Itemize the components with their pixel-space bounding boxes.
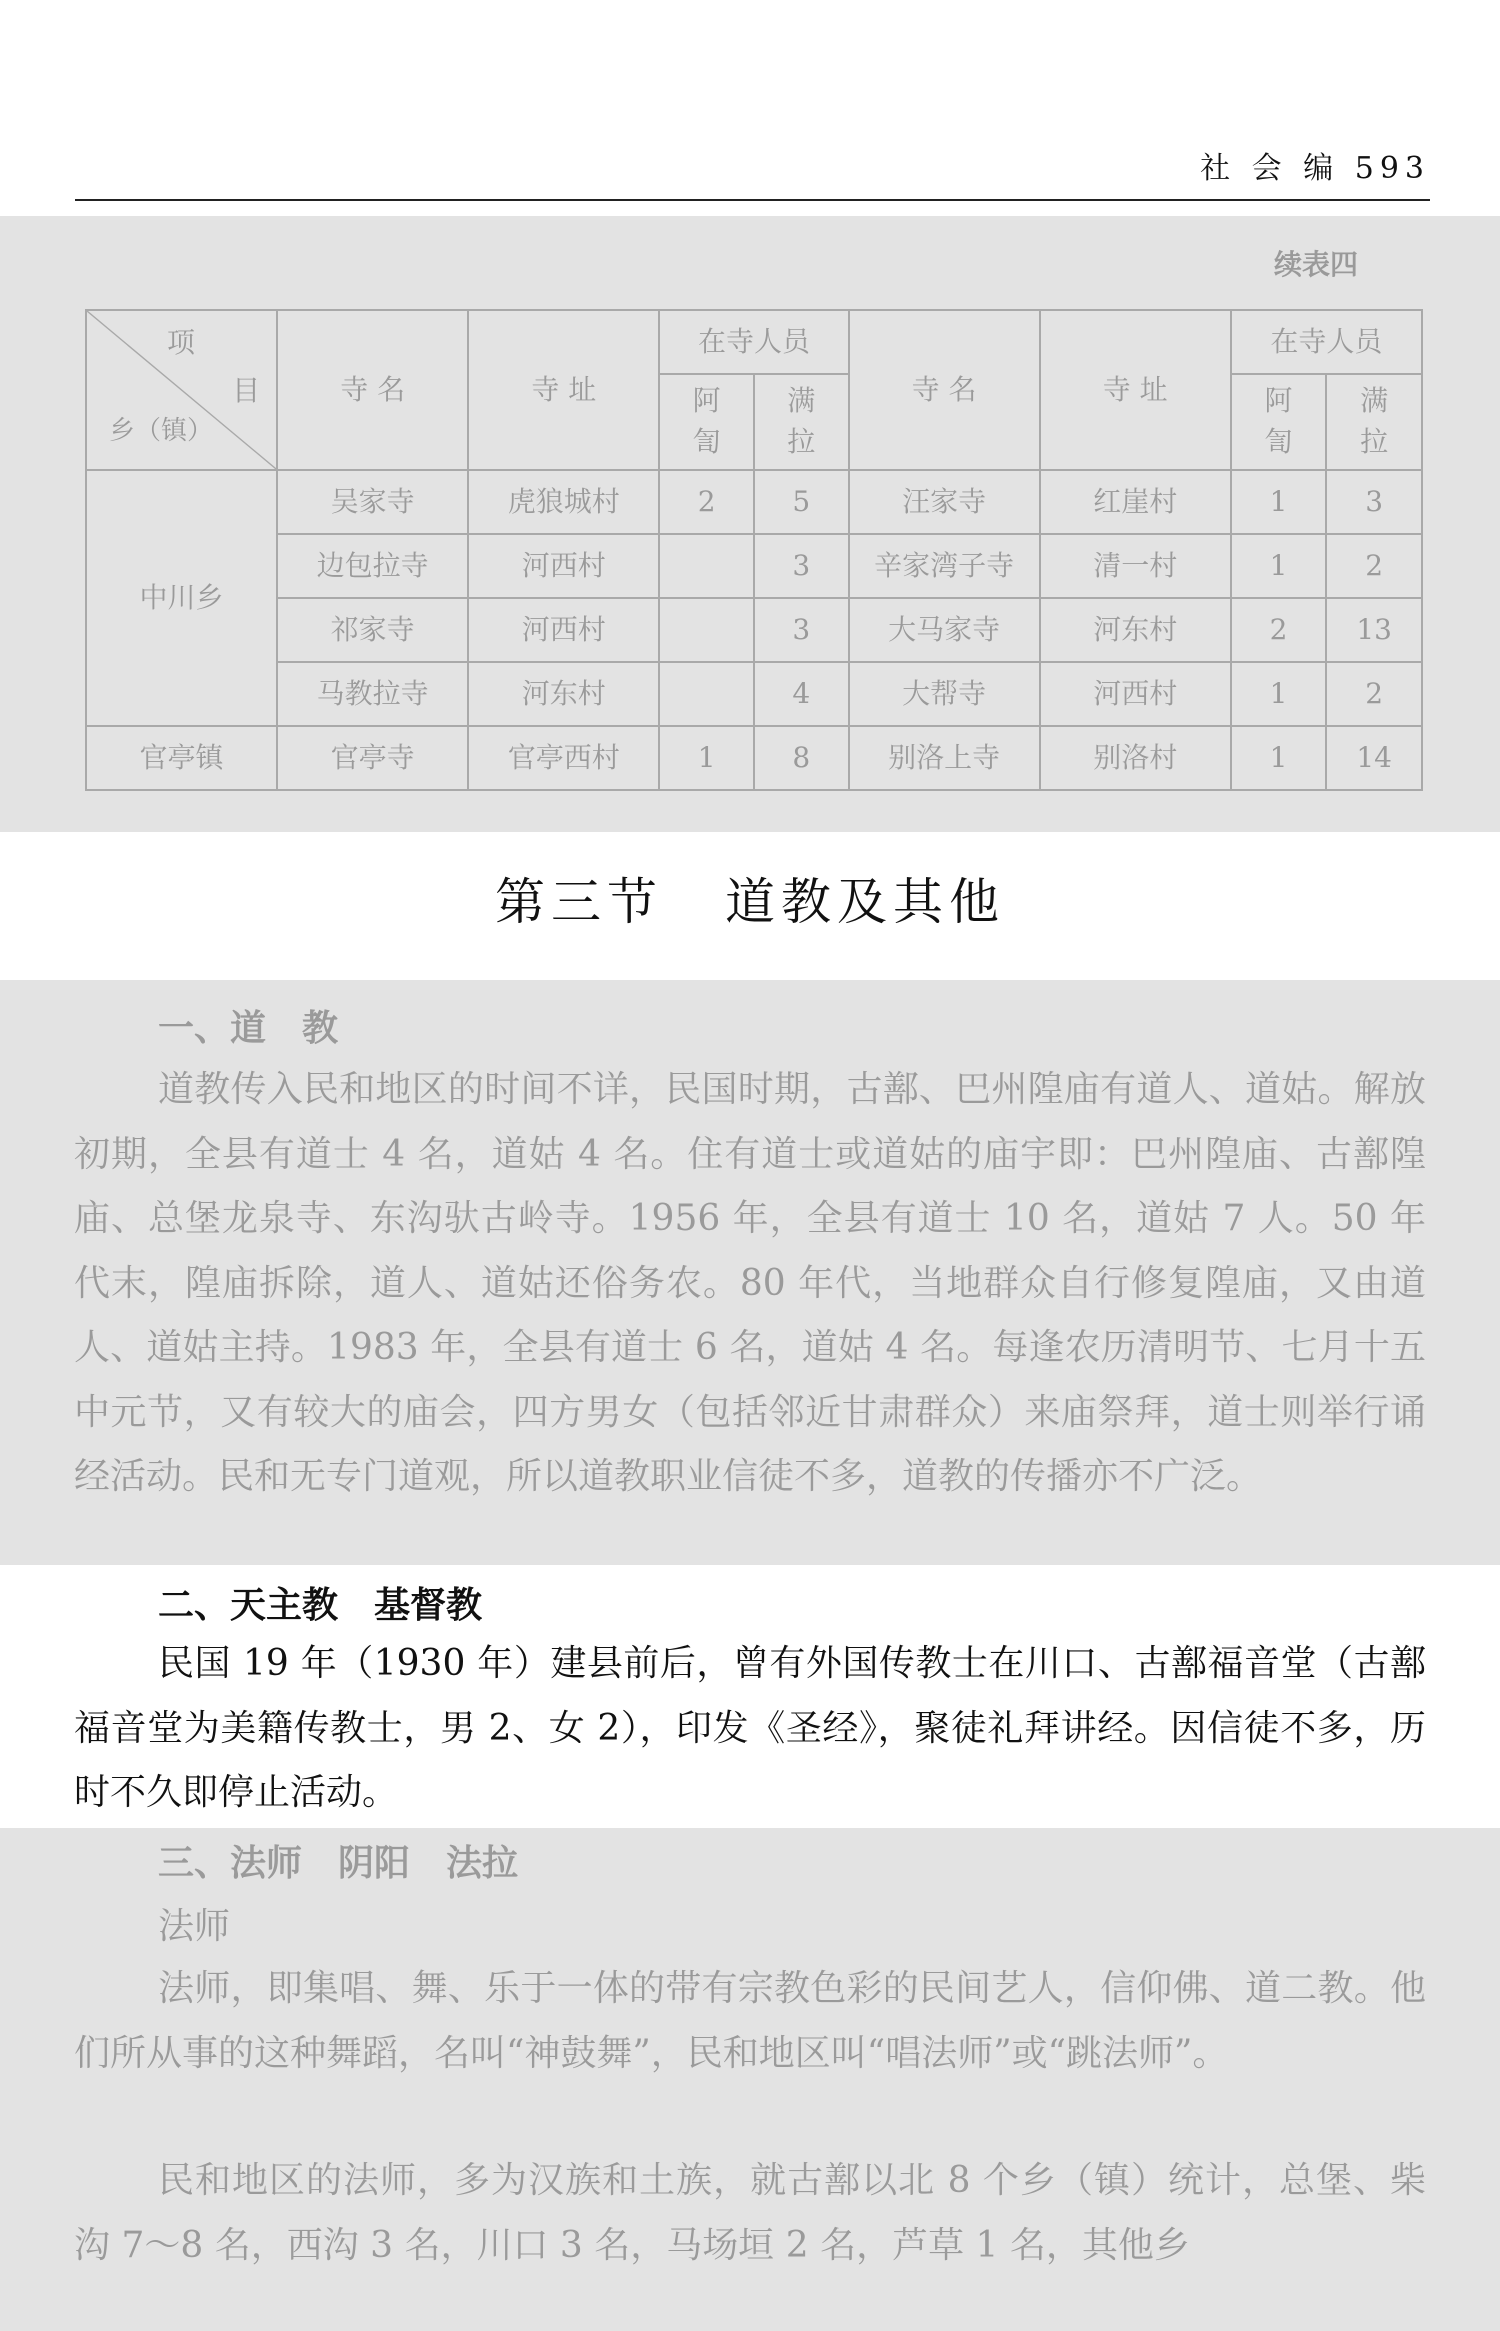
table-cell: 1 [1231,662,1327,726]
header-ahong: 阿訇 [659,374,754,470]
table-cell [659,598,754,662]
taoism-heading: 一、道 教 [158,1008,339,1049]
table-cell: 祁家寺 [277,598,468,662]
table-cell: 河西村 [468,598,659,662]
header-ahong-2: 阿訇 [1231,374,1327,470]
table-cell [659,662,754,726]
fashi-subheading: 法师 [158,1906,231,1947]
table-cell: 边包拉寺 [277,534,468,598]
table-cell: 马教拉寺 [277,662,468,726]
corner-middle-label: 目 [232,374,261,407]
table-cell: 别洛上寺 [849,726,1040,790]
corner-top-label: 项 [167,326,196,359]
table-cell: 汪家寺 [849,470,1040,534]
table-cell: 官亭寺 [277,726,468,790]
table-cell: 别洛村 [1040,726,1231,790]
taoism-body: 道教传入民和地区的时间不详，民国时期，古鄯、巴州隍庙有道人、道姑。解放初期，全县有道士 4 名，道姑 4 名。住有道士或道姑的庙宇即：巴州隍庙、古鄯隍庙、总堡龙泉寺、东沟驮古岭寺。1956 年，全县有道士 10 名，道姑 7 人。50 年代末，隍庙拆除，道人、道姑还俗务农。80 年代，当地群众自行修复隍庙，又由道人、道姑主持。1983 年，全县有道士 6 名，道姑 4 名。每逢农历清明节、七月十五中元节，又有较大的庙会，四方男女（包括邻近甘肃群众）来庙祭拜，道士则举行诵经活动。民和无专门道观，所以道教职业信徒不多，道教的传播亦不广泛。 [74,1069,1426,1497]
table-cell: 2 [659,470,754,534]
table-cell: 3 [754,534,849,598]
header-staff-2: 在寺人员 [1231,310,1422,374]
table-cell: 4 [754,662,849,726]
table-cell: 虎狼城村 [468,470,659,534]
header-temple-address-2: 寺 址 [1040,310,1231,470]
table-cell: 1 [659,726,754,790]
header-manla: 满拉 [754,374,849,470]
corner-bottom-label: 乡（镇） [109,416,214,446]
section-title [0,862,1500,934]
header-temple-name: 寺 名 [277,310,468,470]
table-cell: 官亭西村 [468,726,659,790]
table-cell: 3 [1326,470,1422,534]
table-row [86,534,1422,598]
table-caption: 续表四 [1274,248,1359,281]
table-cell: 14 [1326,726,1422,790]
fashi-heading: 三、法师 阴阳 法拉 [158,1843,519,1884]
table-cell: 辛家湾子寺 [849,534,1040,598]
table-cell: 大帮寺 [849,662,1040,726]
table-row [86,470,1422,534]
table-cell: 13 [1326,598,1422,662]
table-cell: 清一村 [1040,534,1231,598]
table-cell: 吴家寺 [277,470,468,534]
township-cell: 官亭镇 [86,726,277,790]
table-cell: 2 [1231,598,1327,662]
header-temple-name-2: 寺 名 [849,310,1040,470]
header-staff: 在寺人员 [659,310,848,374]
christianity-heading: 二、天主教 基督教 [158,1585,483,1626]
temple-table [85,309,1423,791]
township-cell: 中川乡 [86,470,277,726]
table-cell: 红崖村 [1040,470,1231,534]
table-cell [659,534,754,598]
table-cell: 2 [1326,662,1422,726]
table-cell: 3 [754,598,849,662]
table-cell: 1 [1231,726,1327,790]
table-cell: 2 [1326,534,1422,598]
table-cell: 5 [754,470,849,534]
table-cell: 河东村 [1040,598,1231,662]
christianity-body: 民国 19 年（1930 年）建县前后，曾有外国传教士在川口、古鄯福音堂（古鄯福音堂为美籍传教士，男 2、女 2），印发《圣经》，聚徒礼拜讲经。因信徒不多，历时不久即停止活动。 [74,1643,1426,1813]
table-cell: 河西村 [468,534,659,598]
header-rule [75,199,1430,201]
corner-cell [86,310,277,470]
table-cell: 河西村 [1040,662,1231,726]
fashi-para-1: 法师，即集唱、舞、乐于一体的带有宗教色彩的民间艺人，信仰佛、道二教。他们所从事的这种舞蹈，名叫“神鼓舞”，民和地区叫“唱法师”或“跳法师”。 [74,1968,1426,2074]
table-row [86,662,1422,726]
table-cell: 8 [754,726,849,790]
table-row [86,726,1422,790]
section-number: 第三节 [495,873,663,931]
table-cell: 1 [1231,470,1327,534]
table-cell: 河东村 [468,662,659,726]
header-manla-2: 满拉 [1326,374,1422,470]
table-cell: 1 [1231,534,1327,598]
fashi-para-2: 民和地区的法师，多为汉族和土族，就古鄯以北 8 个乡（镇）统计，总堡、柴沟 7～8 名，西沟 3 名，川口 3 名，马场垣 2 名，芦草 1 名，其他乡 [74,2160,1426,2266]
header-row-1 [86,310,1422,374]
table-cell: 大马家寺 [849,598,1040,662]
header-temple-address: 寺 址 [468,310,659,470]
table-row [86,598,1422,662]
section-name: 道教及其他 [725,873,1005,931]
page-header: 社 会 编 593 [1200,151,1430,186]
